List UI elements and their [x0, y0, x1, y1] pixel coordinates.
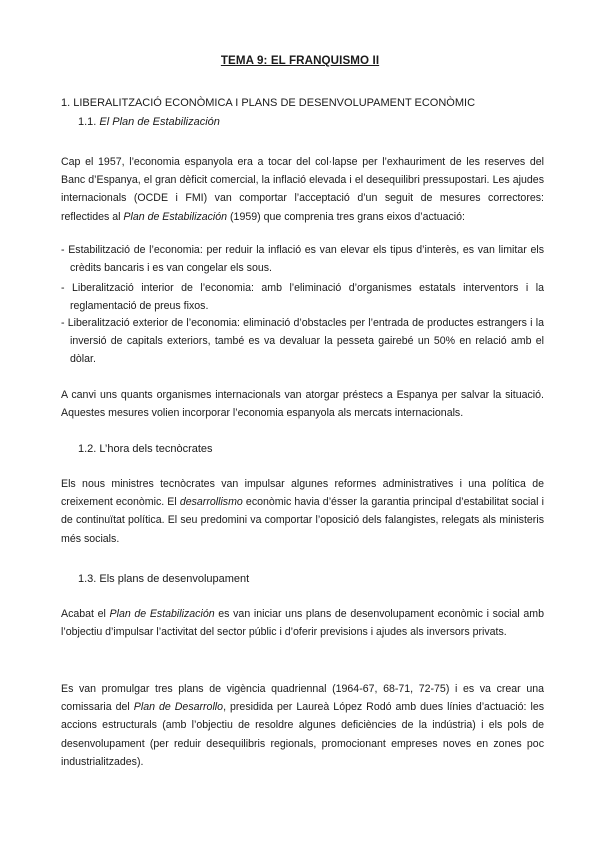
page-title: TEMA 9: EL FRANQUISMO II	[220, 54, 380, 67]
subsection-title: El Plan de Estabilización	[99, 116, 220, 128]
text-run-italic: Plan de Desarrollo	[133, 701, 224, 714]
text-run-italic: Plan de Estabilización	[109, 608, 215, 620]
paragraph-loans: A canvi uns quants organismes internacionals van atorgar préstecs a Espanya per salvar la situació. Aquestes mesures volien incorporar l’economia espanyola als mercats internacionals.	[61, 389, 544, 420]
subsection-heading-tecnocrates: 1.2. L’hora dels tecnòcrates	[78, 443, 213, 455]
paragraph-tecnocrates	[61, 475, 544, 548]
list-item: - Estabilització de l’economia: per reduir la inflació es van elevar els tipus d’interès, es van limitar els crèdits bancaris i es van congelar els sous.	[61, 244, 544, 275]
paragraph-context	[61, 153, 544, 226]
text-run: Cap el 1957, l’economia espanyola era a tocar del col·lapse per l’exhauriment de les reserves del Banc d’Espanya, el gran dèficit comercial, la inflació elevada i el desequilibri pressupostari. Les ajudes internacionals (OCDE i FMI) van comportar l’acceptació d’un seguit de mesures correctores: reflectides al	[61, 156, 544, 223]
subsection-heading-plan	[78, 113, 220, 131]
text-run: Els nous ministres tecnòcrates van impulsar algunes reformes administratives i una política de creixement econòmic. El	[61, 478, 544, 509]
paragraph-plans	[61, 605, 544, 641]
text-run-italic: Plan de Estabilización	[123, 210, 228, 223]
section-heading: 1. LIBERALITZACIÓ ECONÒMICA I PLANS DE DESENVOLUPAMENT ECONÒMIC	[61, 97, 476, 109]
text-run: es van iniciar uns plans de desenvolupament econòmic i social amb l’objectiu d’impulsar l’activitat del sector públic i d’oferir previsions i ajudes als inversors privats.	[61, 608, 544, 639]
text-run: , presidida per Laureà López Rodó amb dues línies d’actuació: les accions estructurals (amb l’objectiu de resoldre algunes deficiències de la indústria) i els pols de desenvolupament (per reduir desequilibris regionals, promocionant empreses noves en zones poc industrialitzades).	[61, 701, 545, 768]
list-item: - Liberalització interior de l’economia: amb l’eliminació d’organismes estatals interventors i la reglamentació de preus fixos.	[61, 282, 544, 313]
subsection-number: 1.1.	[78, 116, 97, 128]
text-run-italic: desarrollismo	[179, 496, 243, 509]
text-run: econòmic havia d’ésser la garantia principal d’estabilitat social i de continuïtat política. El seu predomini va comportar l’oposició dels falangistes, relegats als ministeris més socials.	[61, 496, 544, 545]
text-run: Es van promulgar tres plans de vigència quadriennal (1964-67, 68-71, 72-75) i es va crear una comissaria del	[61, 683, 544, 714]
list-item: - Liberalització exterior de l’economia: eliminació d’obstacles per l’entrada de productes estrangers i la inversió de capitals exteriors, també es va devaluar la pesseta gairebé un 50% en relació amb el dòlar.	[61, 317, 544, 366]
paragraph-plans-detail	[61, 680, 544, 771]
subsection-heading-plans: 1.3. Els plans de desenvolupament	[78, 573, 250, 585]
text-run: (1959) que comprenia tres grans eixos d’actuació:	[227, 210, 465, 223]
text-run: Acabat el	[61, 608, 110, 620]
